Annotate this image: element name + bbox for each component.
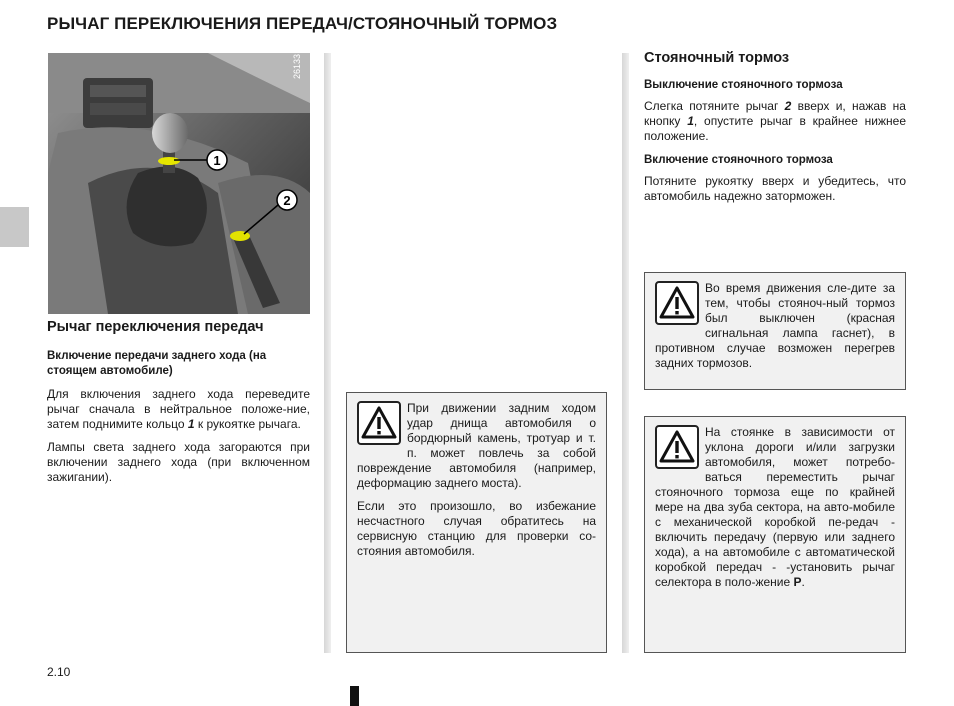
callout-1: 1 [213, 153, 221, 168]
parking-warning-text: На стоянке в зависимости от уклона дороги и/или загрузки автомобиля, может потребо-ваться переместить рычаг стояночного тормоза еще по крайней мере на два зуба сектора, на авто-мобиле с механической коробкой пе-редач - включить передачу (первую или заднего хода), а на автомобиле с автоматической коробкой передач - -установить рычаг селектора в поло-жение P. [655, 425, 895, 589]
reverse-warning-text-2: Если это произошло, во избежание несчастного случая обратитесь на сервисную станцию для проверки со-стояния автомобиля. [357, 499, 596, 558]
callout-2: 2 [283, 193, 291, 208]
brake-release-subheading: Выключение стояночного тормоза [644, 79, 843, 91]
page-title: РЫЧАГ ПЕРЕКЛЮЧЕНИЯ ПЕРЕДАЧ/СТОЯНОЧНЫЙ ТОРМОЗ [47, 14, 558, 33]
reverse-warning-text-1: При движении задним ходом удар днища автомобиля о бордюрный камень, тротуар и т. п. может повлечь за собой повреждение автомобиля (например, деформацию заднего моста). [357, 401, 596, 490]
parking-warning-box [644, 416, 906, 653]
column-divider-bar [622, 53, 629, 653]
warning-triangle-icon [357, 401, 401, 445]
right-column [644, 51, 906, 204]
brake-apply-subheading: Включение стояночного тормоза [644, 154, 833, 166]
reverse-gear-paragraph: Для включения заднего хода переведите рычаг сначала в нейтральное положе-ние, затем поднимите кольцо 1 к рукоятке рычага. [47, 387, 310, 431]
photo-code: 26133 [292, 53, 302, 79]
gear-lever-heading: Рычаг переключения передач [47, 319, 264, 335]
warning-triangle-icon [655, 425, 699, 469]
page-edge-marker [350, 686, 359, 706]
warning-triangle-icon [655, 281, 699, 325]
brake-release-paragraph: Слегка потяните рычаг 2 вверх и, нажав на кнопку 1, опустите рычаг в крайнее нижнее положение. [644, 99, 906, 143]
brake-warning-text: Во время движения сле-дите за тем, чтобы стояноч-ный тормоз был выключен (красная сигнальная лампа гаснет), в противном случае возможен перегрев задних тормозов. [655, 281, 895, 370]
reverse-lamps-paragraph: Лампы света заднего хода загораются при включении заднего хода (при включенном зажигании). [47, 440, 310, 484]
chapter-side-tab [0, 207, 29, 247]
left-column [47, 320, 310, 485]
brake-apply-paragraph: Потяните рукоятку вверх и убедитесь, что автомобиль надежно заторможен. [644, 174, 906, 203]
parking-brake-heading: Стояночный тормоз [644, 50, 790, 66]
gear-lever-photo [48, 53, 310, 314]
brake-warning-box [644, 272, 906, 390]
reverse-gear-subheading: Включение передачи заднего хода (на стоящем автомобиле) [47, 350, 267, 377]
gear-lever-illustration [48, 53, 310, 314]
reverse-warning-box [346, 392, 607, 653]
column-divider-bar [324, 53, 331, 653]
page-number: 2.10 [47, 665, 71, 679]
